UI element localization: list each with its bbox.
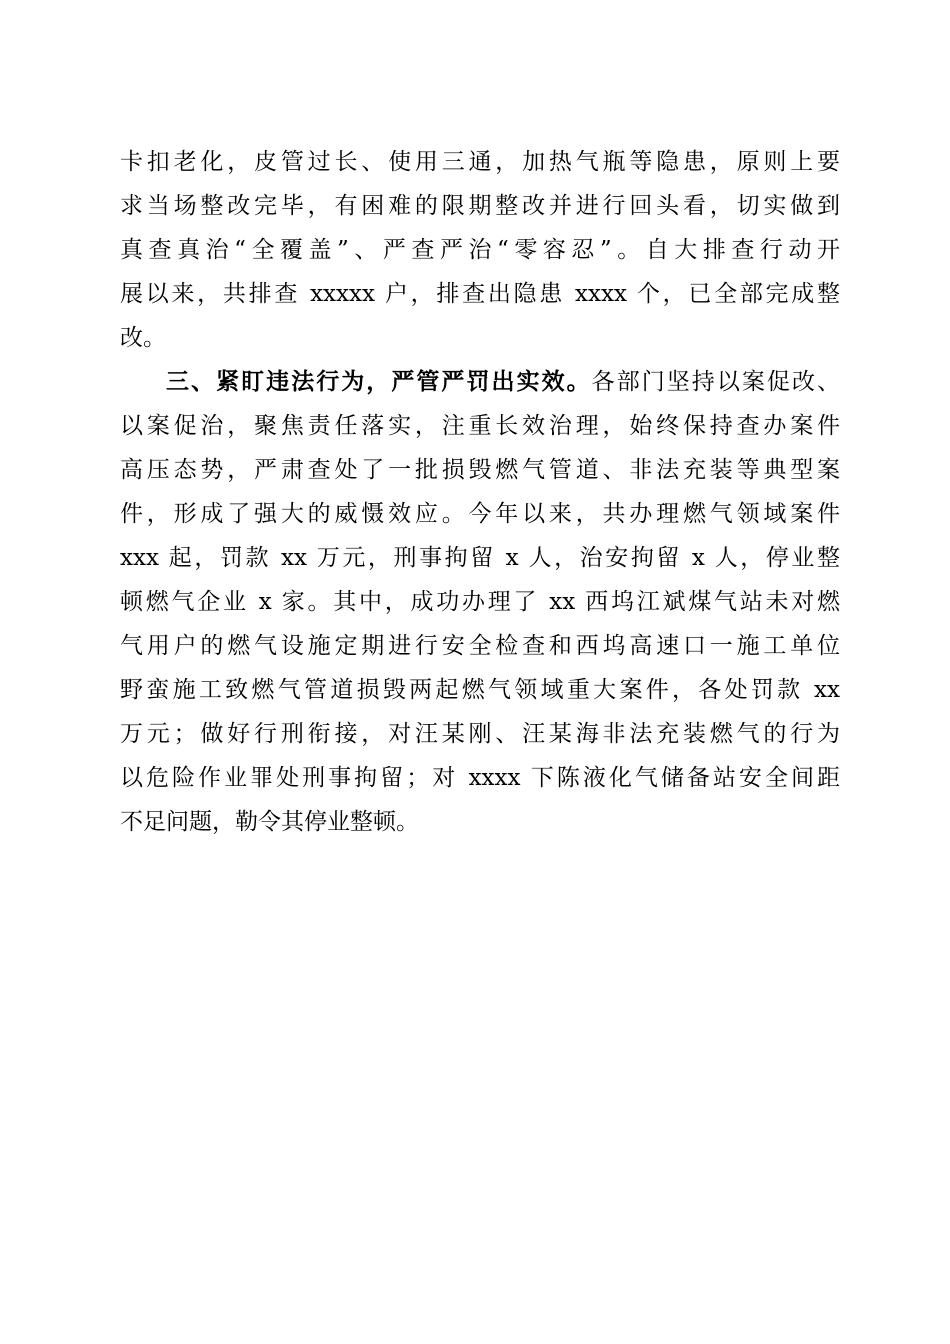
text-line: 以案促治，聚焦责任落实，注重长效治理，始终保持查办案件 [120, 413, 840, 439]
paragraph-hazard-rectification [120, 140, 840, 360]
text-line: 真查真治“全覆盖”、严查严治“零容忍”。自大排查行动开 [120, 237, 840, 263]
text-line: 卡扣老化，皮管过长、使用三通，加热气瓶等隐患，原则上要 [120, 149, 840, 175]
text-line: 件，形成了强大的威慑效应。今年以来，共办理燃气领域案件 [120, 501, 840, 527]
heading-line-rest: 各部门坚持以案促改、 [591, 369, 841, 395]
text-line [120, 360, 840, 404]
text-line: xxx 起，罚款 xx 万元，刑事拘留 x 人，治安拘留 x 人，停业整 [120, 545, 840, 571]
section-heading: 三、紧盯违法行为，严管严罚出实效。 [166, 369, 592, 395]
document-body [120, 140, 840, 844]
text-line: 展以来，共排查 xxxxx 户，排查出隐患 xxxx 个，已全部完成整 [120, 281, 840, 307]
text-line: 改。 [120, 325, 166, 351]
text-line: 以危险作业罪处刑事拘留；对 xxxx 下陈液化气储备站安全间距 [120, 765, 840, 791]
text-line: 不足问题，勒令其停业整顿。 [120, 809, 419, 835]
text-line: 万元；做好行刑衔接，对汪某刚、汪某海非法充装燃气的行为 [120, 721, 840, 747]
text-line: 高压态势，严肃查处了一批损毁燃气管道、非法充装等典型案 [120, 457, 840, 483]
text-line: 野蛮施工致燃气管道损毁两起燃气领域重大案件，各处罚款 xx [120, 677, 840, 703]
text-line: 气用户的燃气设施定期进行安全检查和西坞高速口一施工单位 [120, 633, 840, 659]
text-line: 顿燃气企业 x 家。其中，成功办理了 xx 西坞江斌煤气站未对燃 [120, 589, 840, 615]
paragraph-section-three [120, 360, 840, 844]
text-line: 求当场整改完毕，有困难的限期整改并进行回头看，切实做到 [120, 193, 840, 219]
